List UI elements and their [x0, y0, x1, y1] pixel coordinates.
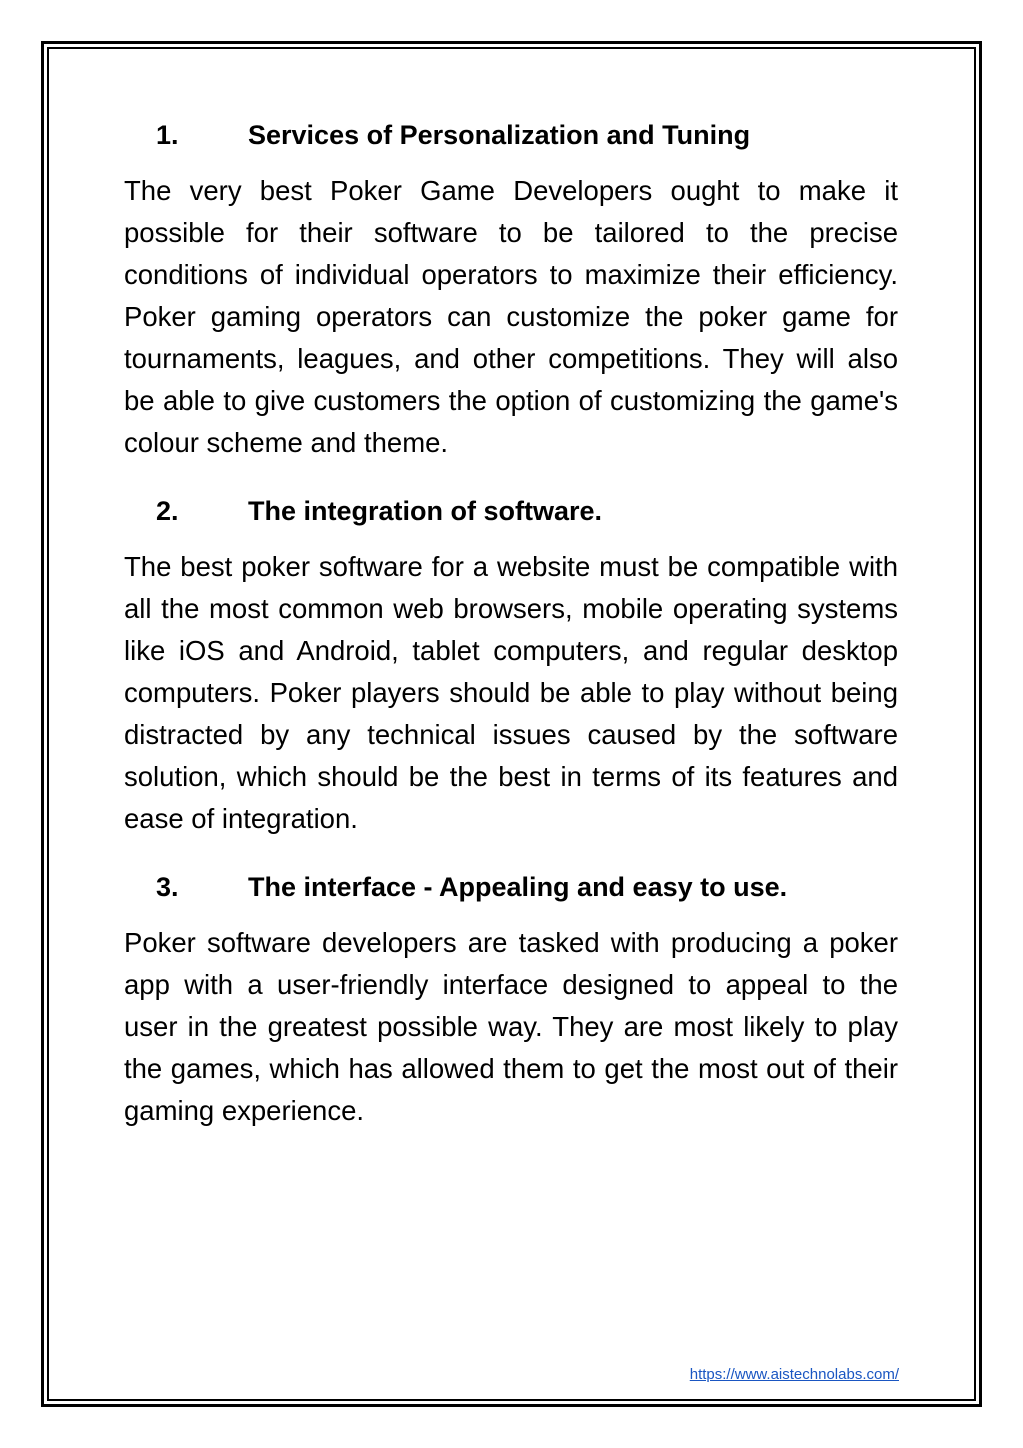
- section-title: The integration of software.: [248, 496, 603, 526]
- section-paragraph: Poker software developers are tasked with producing a poker app with a user-friendly interface designed to appeal to the user in the greatest possible way. They are most likely to play the games, which has allowed them to get the most out of their gaming experience.: [124, 927, 898, 1126]
- section-paragraph: The best poker software for a website must be compatible with all the most common web browsers, mobile operating systems like iOS and Android, tablet computers, and regular desktop computers. Poker players should be able to play without being distracted by any technical issues caused by the software solution, which should be the best in terms of its features and ease of integration.: [124, 551, 898, 834]
- document-body: [124, 118, 898, 1162]
- section-heading: [124, 870, 898, 904]
- section-paragraph: The very best Poker Game Developers ought to make it possible for their software to be tailored to the precise conditions of individual operators to maximize their efficiency. Poker gaming operators can customize the poker game for tournaments, leagues, and other competitions. They will also be able to give customers the option of customizing the game's colour scheme and theme.: [124, 175, 898, 458]
- section-title: The interface - Appealing and easy to use.: [248, 872, 788, 902]
- section-number: 2.: [156, 496, 179, 526]
- section-heading: [124, 118, 898, 152]
- section-title: Services of Personalization and Tuning: [248, 120, 751, 150]
- section-interface: [124, 870, 898, 1132]
- section-personalization: [124, 118, 898, 464]
- section-number: 1.: [156, 120, 179, 150]
- footer-website-link[interactable]: https://www.aistechnolabs.com/: [689, 1366, 899, 1383]
- section-heading: [124, 494, 898, 528]
- section-integration: [124, 494, 898, 840]
- section-number: 3.: [156, 872, 179, 902]
